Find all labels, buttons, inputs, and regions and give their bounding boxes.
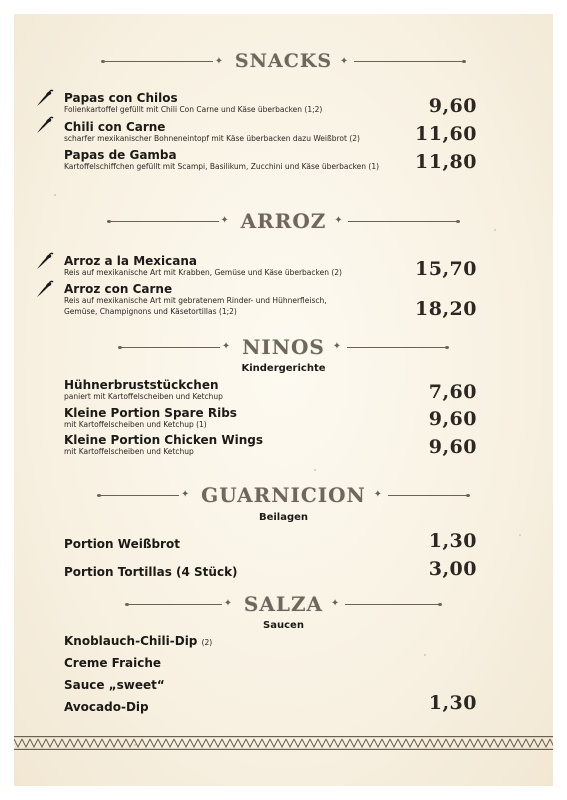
paper-speck bbox=[54, 194, 56, 196]
menu-item-description: Reis auf mexikanische Art mit gebratenem Rinder- und Hühnerfleisch, bbox=[64, 296, 327, 305]
menu-item-name: Creme Fraiche bbox=[64, 656, 162, 670]
header-rule-right bbox=[345, 604, 440, 605]
header-rule-left bbox=[109, 221, 219, 222]
paper-speck bbox=[134, 744, 136, 746]
menu-item-price: 1,30 bbox=[428, 692, 477, 714]
section-header-ninos bbox=[14, 337, 553, 357]
menu-item-name: Sauce „sweet“ bbox=[64, 678, 165, 692]
menu-item-description: scharfer mexikanischer Bohneneintopf mit Käse überbacken dazu Weißbrot (2) bbox=[64, 134, 360, 143]
star-icon: ✦ bbox=[214, 55, 224, 67]
menu-item-name bbox=[64, 634, 212, 650]
section-subtitle: Saucen bbox=[263, 620, 304, 631]
chili-pepper-icon bbox=[34, 116, 54, 136]
menu-item-name: Chili con Carne bbox=[64, 120, 166, 134]
menu-item-description: Kartoffelschiffchen gefüllt mit Scampi, Basilikum, Zucchini und Käse überbacken (1) bbox=[64, 162, 380, 171]
menu-item-price: 11,80 bbox=[415, 151, 477, 173]
menu-item-name: Portion Weißbrot bbox=[64, 537, 180, 551]
menu-item-description: mit Kartoffelscheiben und Ketchup (1) bbox=[64, 420, 207, 429]
menu-item-name: Kleine Portion Spare Ribs bbox=[64, 406, 237, 420]
chili-pepper-icon bbox=[34, 280, 54, 300]
menu-item-description: paniert mit Kartoffelscheiben und Ketchup bbox=[64, 392, 223, 401]
menu-item-name: Papas de Gamba bbox=[64, 148, 177, 162]
menu-item-price: 11,60 bbox=[415, 123, 477, 145]
section-title: GUARNICION bbox=[201, 483, 366, 507]
paper-speck bbox=[424, 654, 426, 656]
star-icon: ✦ bbox=[180, 489, 190, 500]
star-icon: ✦ bbox=[223, 598, 233, 609]
star-icon: ✦ bbox=[221, 341, 231, 352]
header-rule-right bbox=[354, 61, 464, 62]
chili-pepper-icon bbox=[34, 89, 54, 109]
menu-item-price: 9,60 bbox=[428, 436, 477, 458]
menu-item-name: Arroz a la Mexicana bbox=[64, 254, 197, 268]
menu-item-description-line2: Gemüse, Champignons und Käsetortillas (1;2) bbox=[64, 307, 237, 316]
section-header-salza bbox=[14, 594, 553, 614]
header-rule-left bbox=[127, 604, 222, 605]
menu-item-price: 9,60 bbox=[428, 408, 477, 430]
section-subtitle: Beilagen bbox=[258, 512, 309, 523]
zigzag-pattern bbox=[14, 739, 553, 747]
allergen-note: (2) bbox=[201, 638, 213, 647]
header-rule-right bbox=[347, 347, 447, 348]
header-rule-right bbox=[348, 221, 458, 222]
header-rule-left bbox=[103, 61, 213, 62]
menu-item-price: 18,20 bbox=[415, 298, 477, 320]
menu-item-name: Kleine Portion Chicken Wings bbox=[64, 433, 264, 447]
menu-item-name: Hühnerbruststückchen bbox=[64, 378, 219, 392]
section-header-snacks bbox=[14, 52, 553, 71]
paper-speck bbox=[314, 469, 316, 471]
menu-item-description: Reis auf mexikanische Art mit Krabben, Gemüse und Käse überbacken (2) bbox=[64, 268, 342, 277]
star-icon: ✦ bbox=[330, 598, 340, 609]
section-title: SNACKS bbox=[234, 50, 333, 72]
menu-item-price: 15,70 bbox=[415, 258, 477, 280]
chili-pepper-icon bbox=[34, 252, 54, 272]
section-subtitle: Kindergerichte bbox=[241, 363, 326, 374]
menu-item-name: Arroz con Carne bbox=[64, 282, 173, 296]
star-icon: ✦ bbox=[373, 489, 383, 500]
paper-speck bbox=[494, 229, 496, 231]
header-rule-left bbox=[120, 347, 220, 348]
header-rule-right bbox=[388, 495, 468, 496]
header-rule-left bbox=[99, 495, 179, 496]
menu-item-name: Portion Tortillas (4 Stück) bbox=[64, 565, 238, 579]
section-title: ARROZ bbox=[240, 209, 327, 233]
star-icon: ✦ bbox=[220, 215, 229, 226]
decorative-border-band bbox=[14, 736, 553, 750]
menu-item-description: Folienkartoffel gefüllt mit Chili Con Carne und Käse überbacken (1;2) bbox=[64, 105, 323, 114]
menu-item-price: 3,00 bbox=[428, 558, 477, 580]
star-icon: ✦ bbox=[339, 55, 349, 67]
menu-page bbox=[14, 14, 553, 786]
section-header-guarnicion bbox=[14, 485, 553, 505]
section-title: NINOS bbox=[242, 335, 325, 359]
section-title: SALZA bbox=[243, 592, 324, 616]
section-header-arroz bbox=[14, 211, 553, 231]
menu-item-name: Avocado-Dip bbox=[64, 700, 149, 714]
menu-item-description: mit Kartoffelscheiben und Ketchup bbox=[64, 447, 194, 456]
paper-speck bbox=[519, 534, 521, 536]
menu-item-price: 1,30 bbox=[428, 530, 477, 552]
star-icon: ✦ bbox=[332, 341, 342, 352]
star-icon: ✦ bbox=[334, 215, 343, 226]
menu-item-price: 9,60 bbox=[428, 95, 477, 117]
menu-item-name: Papas con Chilos bbox=[64, 91, 178, 105]
sauce-name: Knoblauch-Chili-Dip bbox=[64, 634, 198, 648]
menu-item-price: 7,60 bbox=[428, 381, 477, 403]
